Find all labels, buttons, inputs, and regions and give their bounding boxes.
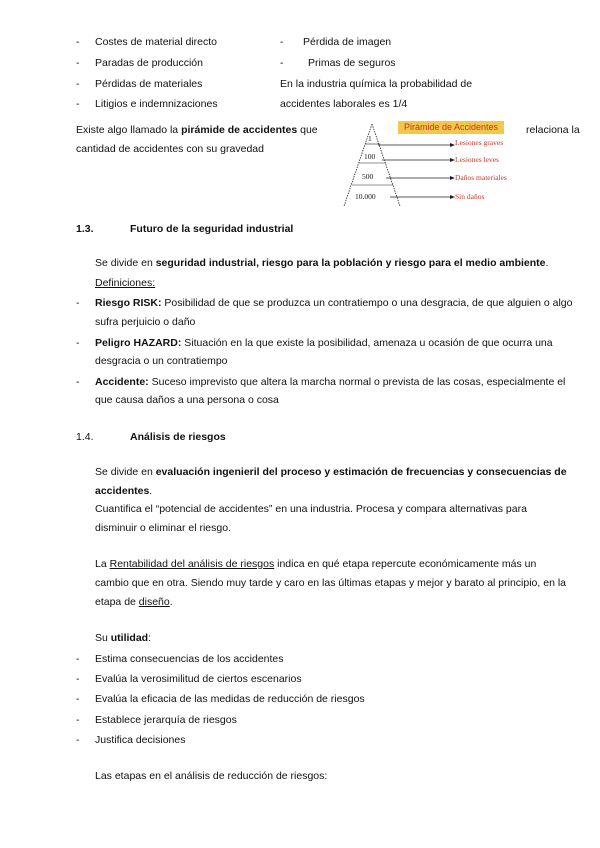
bold-text: evaluación ingenieril del proceso y estimación de frecuencias y consecuencias de (155, 466, 567, 478)
pyramid-number: 10.000 (355, 192, 376, 201)
section-number: 1.3. (76, 223, 94, 235)
definition-text: que causa daños a una persona o cosa (95, 394, 279, 406)
pyramid-right-edge (372, 124, 400, 206)
paragraph-1-line-2 (95, 485, 152, 497)
list-item: Establece jerarquía de riesgos (95, 714, 237, 726)
pyramid-title: Pirámide de Accidentes (398, 121, 504, 134)
bullet-dash: - (76, 78, 80, 90)
list-item: Pérdida de imagen (303, 36, 392, 48)
definition-hazard (95, 337, 553, 349)
paragraph-3-line-3 (95, 596, 173, 608)
list-item: Litigios e indemnizaciones (95, 98, 218, 110)
bullet-dash: - (76, 337, 80, 349)
bullet-dash: - (76, 36, 80, 48)
definition-text: sufra perjuicio o daño (95, 316, 196, 328)
paragraph-1-line-1 (95, 466, 567, 478)
definition-text: Suceso imprevisto que altera la marcha normal o prevista de las cosas, especialmente el (148, 376, 566, 388)
pyramid-label: Daños materiales (455, 173, 507, 182)
pyramid-label: Lesiones graves (455, 138, 504, 147)
paragraph-3-line-1 (95, 558, 536, 570)
text: indica en qué etapa repercute económicamente más un (274, 558, 537, 570)
stages-heading: Las etapas en el análisis de reducción de riesgos: (95, 770, 328, 782)
list-item: Paradas de producción (95, 57, 203, 69)
bullet-dash: - (76, 734, 80, 746)
definition-risk (95, 297, 572, 309)
text: Se divide en (95, 257, 156, 269)
section-title: Futuro de la seguridad industrial (130, 223, 294, 235)
list-item: Primas de seguros (308, 57, 396, 69)
bullet-dash: - (76, 297, 80, 309)
text: etapa de (95, 596, 139, 608)
bullet-dash: - (76, 98, 80, 110)
bullet-dash: - (280, 57, 284, 69)
list-item: Evalúa la verosimilitud de ciertos escenarios (95, 673, 302, 685)
underlined-term: Rentabilidad del análisis de riesgos (109, 558, 275, 570)
text: : (148, 632, 152, 644)
list-item: Evalúa la eficacia de las medidas de reducción de riesgos (95, 693, 365, 705)
definition-accident (95, 376, 565, 388)
text: . (169, 596, 173, 608)
pyramid-label: Lesiones leves (455, 155, 499, 164)
definitions-label: Definiciones: (95, 277, 156, 289)
bold-text: seguridad industrial, riesgo para la población y riesgo para el medio ambiente (155, 257, 546, 269)
bullet-dash: - (76, 376, 80, 388)
list-item: Estima consecuencias de los accidentes (95, 653, 284, 665)
text: que (297, 124, 318, 136)
utility-heading (95, 632, 151, 644)
bold-text: utilidad (110, 632, 149, 644)
note-text: accidentes laborales es 1/4 (280, 98, 408, 110)
bold-term: pirámide de accidentes (181, 124, 298, 136)
definition-text: Situación en la que existe la posibilidad, amenaza u ocasión de que ocurra una (181, 337, 553, 349)
pyramid-paragraph-end: relaciona la (526, 124, 580, 136)
pyramid-number: 1 (368, 134, 372, 143)
definition-term: Riesgo RISK: (95, 297, 162, 309)
text: Existe algo llamado la (76, 124, 182, 136)
section-intro (95, 257, 548, 269)
text: . (149, 485, 153, 497)
definition-term: Accidente: (95, 376, 149, 388)
pyramid-number: 500 (362, 172, 374, 181)
text: Su (95, 632, 111, 644)
bullet-dash: - (76, 653, 80, 665)
list-item: Pérdidas de materiales (95, 78, 203, 90)
definition-text: desgracia o un contratiempo (95, 355, 228, 367)
bullet-dash: - (280, 36, 284, 48)
pyramid-number: 100 (364, 152, 376, 161)
underlined-term: diseño (138, 596, 170, 608)
pyramid-label: Sin daños (455, 192, 485, 201)
section-number: 1.4. (76, 431, 94, 443)
note-text: En la industria química la probabilidad de (280, 78, 473, 90)
pyramid-paragraph-line-2: cantidad de accidentes con su gravedad (76, 143, 264, 155)
bullet-dash: - (76, 673, 80, 685)
bullet-dash: - (76, 693, 80, 705)
paragraph-2-line-1: Cuantifica el “potencial de accidentes” en una industria. Procesa y compara alternativas para (95, 503, 527, 515)
text: La (95, 558, 110, 570)
text: . (545, 257, 549, 269)
paragraph-3-line-2: cambio que en otra. Siendo muy tarde y caro en las últimas etapas y mejor y barato al principio, en la (95, 577, 566, 589)
definition-term: Peligro HAZARD: (95, 337, 182, 349)
paragraph-2-line-2: disminuir o eliminar el riesgo. (95, 522, 231, 534)
bullet-dash: - (76, 57, 80, 69)
bold-text: accidentes (95, 485, 150, 497)
text: Se divide en (95, 466, 156, 478)
list-item: Justifica decisiones (95, 734, 186, 746)
list-item: Costes de material directo (95, 36, 217, 48)
bullet-dash: - (76, 714, 80, 726)
definition-text: Posibilidad de que se produzca un contratiempo o una desgracia, de que alguien o algo (161, 297, 573, 309)
section-title: Análisis de riesgos (130, 431, 226, 443)
